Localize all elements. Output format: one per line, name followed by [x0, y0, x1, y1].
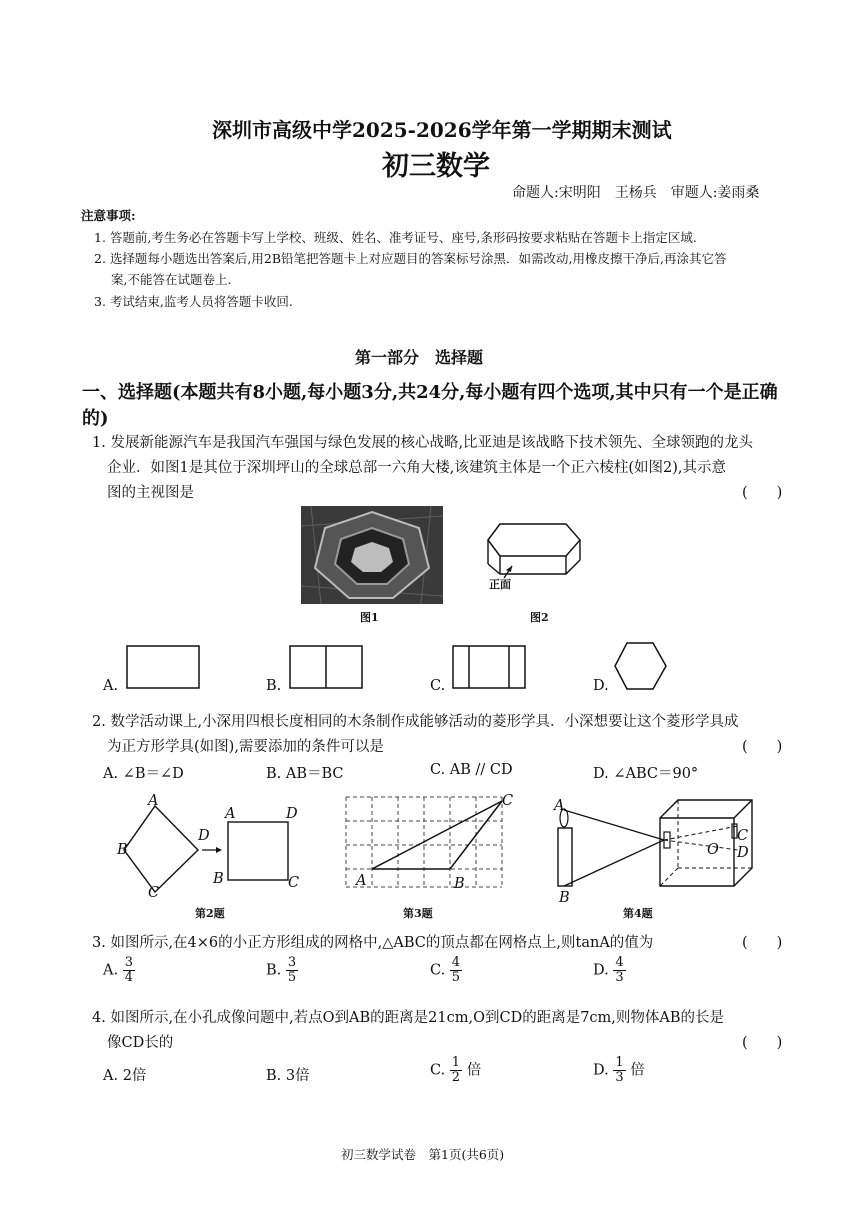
option-d: [593, 1056, 645, 1085]
figure-1-caption: 图1: [360, 611, 379, 624]
part-title: 第一部分 选择题: [355, 348, 484, 367]
label-a: A: [356, 873, 367, 889]
numerator: 1: [451, 1055, 461, 1070]
exam-subject: 初三数学: [382, 151, 490, 182]
numerator: 1: [615, 1055, 624, 1070]
figure-q2-caption: 第2题: [195, 907, 225, 920]
question-4-text: 4. 如图所示,在小孔成像问题中,若点O到AB的距离是21cm,O到CD的距离是7cm,则物体AB的长是: [92, 1010, 725, 1026]
option-suffix: 倍: [466, 1062, 482, 1079]
hexagon-building-photo: [301, 506, 443, 604]
option-c: [430, 1056, 481, 1085]
option-label: C.: [430, 1062, 446, 1079]
fraction: [613, 956, 625, 985]
fraction: [286, 956, 298, 985]
question-1-text: 企业．如图1是其位于深圳坪山的全球总部一六角大楼,该建筑主体是一个正六棱柱(如图2),其示意: [107, 460, 726, 476]
figure-2-caption: 图2: [530, 611, 549, 624]
label-d: D: [737, 845, 749, 861]
figure-q4-caption: 第4题: [623, 907, 653, 920]
option-c: C. AB // CD: [430, 762, 513, 778]
label-c: C: [288, 875, 300, 891]
exam-title: 深圳市高级中学2025-2026学年第一学期期末测试: [212, 118, 672, 142]
option-label: D.: [593, 1062, 609, 1079]
option-d: [593, 956, 626, 985]
denominator: 2: [451, 1070, 461, 1085]
denominator: 3: [615, 1070, 624, 1085]
label-d: D: [286, 806, 298, 822]
section-heading-cont: 的): [82, 408, 109, 429]
note-item: 3. 考试结束,监考人员将答题卡收回.: [94, 294, 293, 309]
label-d: D: [198, 828, 210, 844]
label-c: C: [502, 793, 514, 809]
option-d-label: D.: [593, 678, 609, 694]
option-b: B. 3倍: [266, 1068, 310, 1084]
option-c-figure: [452, 645, 526, 689]
label-b: B: [117, 842, 128, 858]
section-heading: 一、选择题(本题共有8小题,每小题3分,共24分,每小题有四个选项,其中只有一个是正确: [82, 382, 778, 403]
option-label: D.: [593, 962, 609, 979]
answer-bracket: ( ): [742, 1035, 783, 1051]
option-b: B. AB＝BC: [266, 766, 344, 782]
page-footer: 初三数学试卷 第1页(共6页): [341, 1147, 505, 1162]
label-c: C: [148, 885, 160, 901]
grid-triangle-figure: [346, 797, 516, 893]
option-a-label: A.: [103, 678, 119, 694]
numerator: 3: [124, 955, 133, 970]
figure-q3-caption: 第3题: [403, 907, 433, 920]
option-a: A. 2倍: [103, 1068, 147, 1084]
option-d-hexagon: [613, 641, 669, 691]
option-d: D. ∠ABC＝90°: [593, 766, 699, 782]
answer-bracket: ( ): [742, 485, 783, 501]
pinhole-camera-figure: [550, 792, 760, 892]
notes-heading: 注意事项:: [81, 208, 136, 223]
denominator: 5: [451, 970, 461, 985]
front-label: 正面: [489, 578, 511, 591]
label-b: B: [454, 876, 465, 892]
question-4-text: 像CD长的: [107, 1035, 174, 1051]
denominator: 4: [124, 970, 133, 985]
note-item: 2. 选择题每小题选出答案后,用2B铅笔把答题卡上对应题目的答案标号涂黑．如需改动,用橡皮擦干净后,再涂其它答: [94, 251, 727, 266]
question-1-text: 图的主视图是: [107, 485, 194, 501]
option-label: A.: [103, 962, 119, 979]
option-a: [103, 956, 135, 985]
option-suffix: 倍: [630, 1062, 645, 1079]
option-c: [430, 956, 462, 985]
option-label: B.: [266, 962, 282, 979]
fraction: [450, 1056, 462, 1085]
label-a: A: [148, 793, 159, 809]
numerator: 3: [287, 955, 297, 970]
denominator: 3: [615, 970, 624, 985]
label-b: B: [213, 871, 224, 887]
option-c-label: C.: [430, 678, 446, 694]
option-b: [266, 956, 298, 985]
option-a: A. ∠B＝∠D: [103, 766, 184, 782]
option-label: C.: [430, 962, 446, 979]
option-a-rectangle: [126, 645, 200, 689]
fraction: [450, 956, 462, 985]
fraction: [613, 1056, 625, 1085]
label-o: O: [707, 842, 719, 858]
label-a: A: [225, 806, 236, 822]
note-item: 案,不能答在试题卷上.: [111, 272, 232, 287]
answer-bracket: ( ): [742, 739, 783, 755]
question-3-text: 3. 如图所示,在4×6的小正方形组成的网格中,△ABC的顶点都在网格点上,则tanA的值为: [92, 935, 654, 951]
rhombus-to-square-figure: [110, 792, 310, 892]
exam-authors: 命题人:宋明阳 王杨兵 审题人:姜雨桑: [512, 185, 760, 201]
option-b-label: B.: [266, 678, 282, 694]
label-c: C: [737, 828, 749, 844]
question-1-text: 1. 发展新能源汽车是我国汽车强国与绿色发展的核心战略,比亚迪是该战略下技术领先、全球领跑的龙头: [92, 435, 754, 451]
question-2-text: 2. 数学活动课上,小深用四根长度相同的木条制作成能够活动的菱形学具．小深想要让这个菱形学具成: [92, 714, 739, 730]
option-b-figure: [289, 645, 363, 689]
answer-bracket: ( ): [742, 935, 783, 951]
denominator: 5: [287, 970, 297, 985]
numerator: 4: [451, 955, 461, 970]
label-b: B: [559, 890, 570, 906]
label-a: A: [554, 798, 565, 814]
note-item: 1. 答题前,考生务必在答题卡写上学校、班级、姓名、准考证号、座号,条形码按要求粘贴在答题卡上指定区域.: [94, 230, 697, 245]
fraction: [123, 956, 135, 985]
question-2-text: 为正方形学具(如图),需要添加的条件可以是: [107, 739, 384, 755]
numerator: 4: [615, 955, 624, 970]
